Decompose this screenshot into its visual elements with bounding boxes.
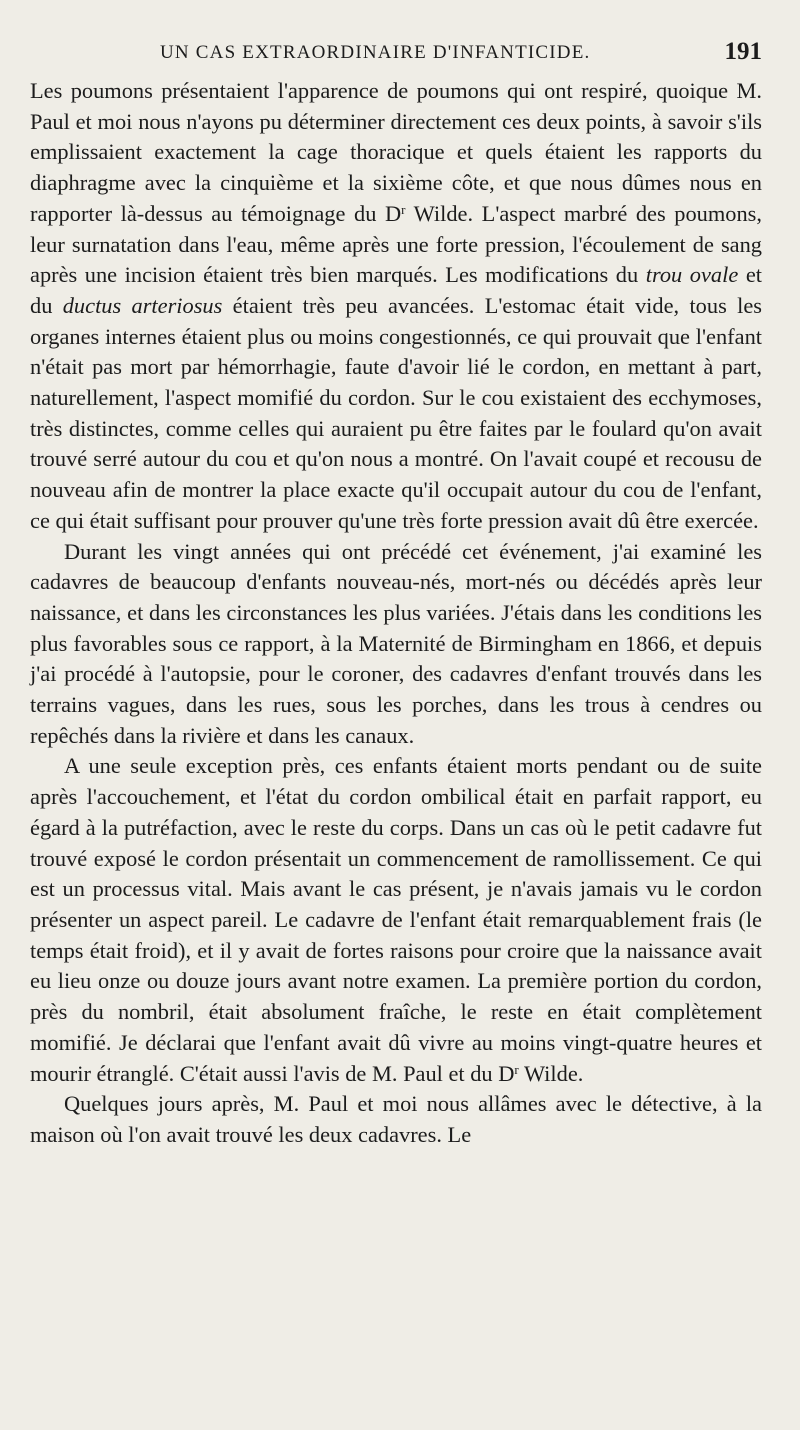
paragraph xyxy=(30,537,762,752)
text-segment: A une seule exception près, ces enfants étaient morts pendant ou de suite après l'accouchement, et l'état du cordon ombilical était en parfait rapport, eu égard à la putréfaction, avec le reste du corps. Dans un cas où le petit cadavre fut trouvé exposé le cordon présentait un commencement de ramollissement. Ce qui est un processus vital. Mais avant le cas présent, je n'avais jamais vu le cordon présenter un aspect pareil. Le cadavre de l'enfant était remarquablement frais (le temps était froid), et il y avait de fortes raisons pour croire que la naissance avait eu lieu onze ou douze jours avant notre examen. La première portion du cordon, près du nombril, était absolument fraîche, le reste en était complètement momifié. Je déclarai que l'enfant avait dû vivre au moins vingt-quatre heures et mourir étranglé. C'était aussi l'avis de M. Paul et du D xyxy=(30,753,762,1086)
running-head xyxy=(30,36,762,76)
text-segment: Wilde. xyxy=(518,1060,584,1086)
running-title: UN CAS EXTRAORDINAIRE D'INFANTICIDE. xyxy=(160,42,591,63)
text-segment: et du xyxy=(30,262,762,318)
paragraph xyxy=(30,76,762,537)
text-segment: Les poumons présentaient l'apparence de poumons qui ont respiré, quoique M. Paul et moi nous n'ayons pu déterminer directement ces deux points, à savoir s'ils emplissaient exactement la cage thoracique et quels étaient les rapports du diaphragme avec la cinquième et la sixième côte, et que nous dûmes nous en rapporter là-dessus au témoignage du D xyxy=(30,78,762,226)
paragraph xyxy=(30,751,762,1089)
superscript: r xyxy=(401,201,406,217)
page-number: 191 xyxy=(724,38,762,65)
paragraph xyxy=(30,1089,762,1150)
superscript: r xyxy=(514,1061,519,1077)
text-segment: Durant les vingt années qui ont précédé cet événement, j'ai examiné les cadavres de beaucoup d'enfants nouveau-nés, mort-nés ou décédés après leur naissance, et dans les circonstances les plus variées. J'étais dans les conditions les plus favorables sous ce rapport, à la Maternité de Birmingham en 1866, et depuis j'ai procédé à l'autopsie, pour le coroner, des cadavres d'enfant trouvés dans les terrains vagues, dans les rues, sous les porches, dans les trous à cendres ou repêchés dans la rivière et dans les canaux. xyxy=(30,538,762,748)
body-text xyxy=(30,76,762,1151)
text-segment: Quelques jours après, M. Paul et moi nous allâmes avec le détective, à la maison où l'on avait trouvé les deux cadavres. Le xyxy=(30,1091,762,1147)
text-segment: étaient très peu avancées. L'estomac était vide, tous les organes internes étaient plus ou moins congestionnés, ce qui prouvait que l'enfant n'était pas mort par hémorrhagie, faute d'avoir lié le cordon, en mettant à part, naturellement, l'aspect momifié du cordon. Sur le cou existaient des ecchymoses, très distinctes, comme celles qui auraient pu être faites par le foulard qu'on avait trouvé serré autour du cou et qu'on nous a montré. On l'avait coupé et recousu de nouveau afin de montrer la place exacte qu'il occupait autour du cou de l'enfant, ce qui était suffisant pour prouver qu'une très forte pression avait dû être exercée. xyxy=(30,292,762,533)
italic-text: ductus arteriosus xyxy=(62,292,223,318)
text-segment: Wilde. L'aspect marbré des poumons, leur surnatation dans l'eau, même après une forte pression, l'écoulement de sang après une incision étaient très bien marqués. Les modifications du xyxy=(30,200,762,288)
italic-text: trou ovale xyxy=(645,262,739,288)
